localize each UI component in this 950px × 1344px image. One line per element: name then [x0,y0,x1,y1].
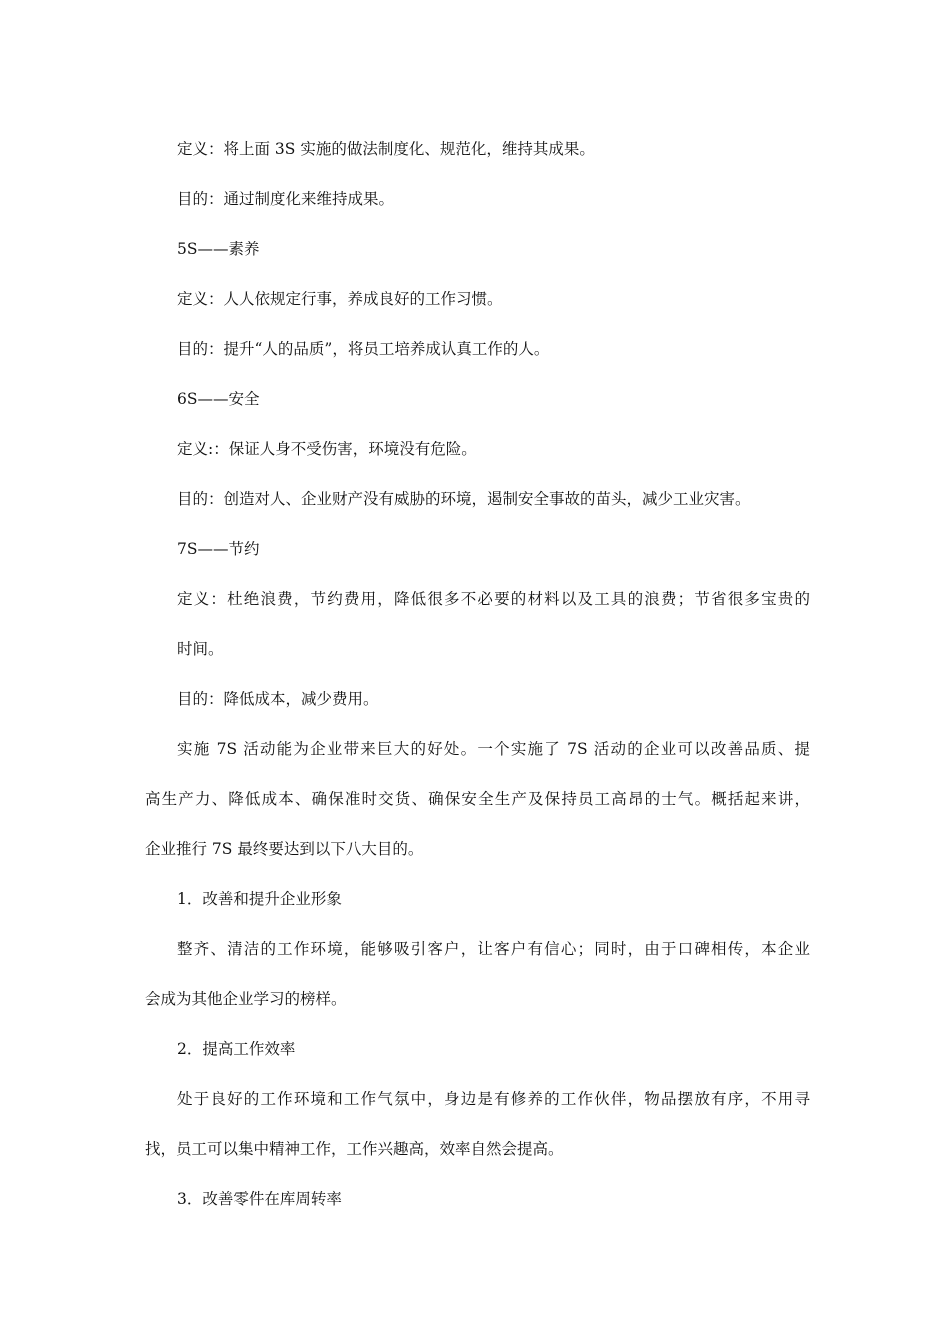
heading-5s: 5S——素养 [177,240,260,258]
document-body [145,124,810,1224]
definition-5s: 定义：人人依规定行事，养成良好的工作习惯。 [177,290,503,308]
goal-2-heading: 2．提高工作效率 [177,1040,296,1058]
benefits-paragraph-line-3: 企业推行 7S 最终要达到以下八大目的。 [145,840,424,858]
benefits-paragraph-line-1: 实施 7S 活动能为企业带来巨大的好处。一个实施了 7S 活动的企业可以改善品质、提 [177,740,810,758]
heading-6s: 6S——安全 [177,390,260,408]
benefits-paragraph-line-2: 高生产力、降低成本、确保准时交货、确保安全生产及保持员工高昂的士气。概括起来讲， [145,790,810,808]
goal-1-text-line-1: 整齐、清洁的工作环境，能够吸引客户，让客户有信心；同时，由于口碑相传，本企业 [177,940,810,958]
goal-3-heading: 3．改善零件在库周转率 [177,1190,342,1208]
heading-7s: 7S——节约 [177,540,260,558]
purpose-3s: 目的：通过制度化来维持成果。 [177,190,395,208]
purpose-5s: 目的：提升“人的品质”，将员工培养成认真工作的人。 [177,340,550,358]
definition-3s: 定义：将上面 3S 实施的做法制度化、规范化，维持其成果。 [177,140,595,158]
definition-7s-line-1: 定义：杜绝浪费，节约费用，降低很多不必要的材料以及工具的浪费；节省很多宝贵的 [177,590,810,608]
goal-1-text-line-2: 会成为其他企业学习的榜样。 [145,990,347,1008]
purpose-7s: 目的：降低成本，减少费用。 [177,690,379,708]
purpose-6s: 目的：创造对人、企业财产没有威胁的环境，遏制安全事故的苗头，减少工业灾害。 [177,490,751,508]
goal-2-text-line-2: 找，员工可以集中精神工作，工作兴趣高，效率自然会提高。 [145,1140,564,1158]
definition-7s-line-2: 时间。 [177,640,224,658]
goal-2-text-line-1: 处于良好的工作环境和工作气氛中，身边是有修养的工作伙伴，物品摆放有序，不用寻 [177,1090,810,1108]
definition-6s: 定义:：保证人身不受伤害，环境没有危险。 [177,440,477,458]
goal-1-heading: 1．改善和提升企业形象 [177,890,342,908]
